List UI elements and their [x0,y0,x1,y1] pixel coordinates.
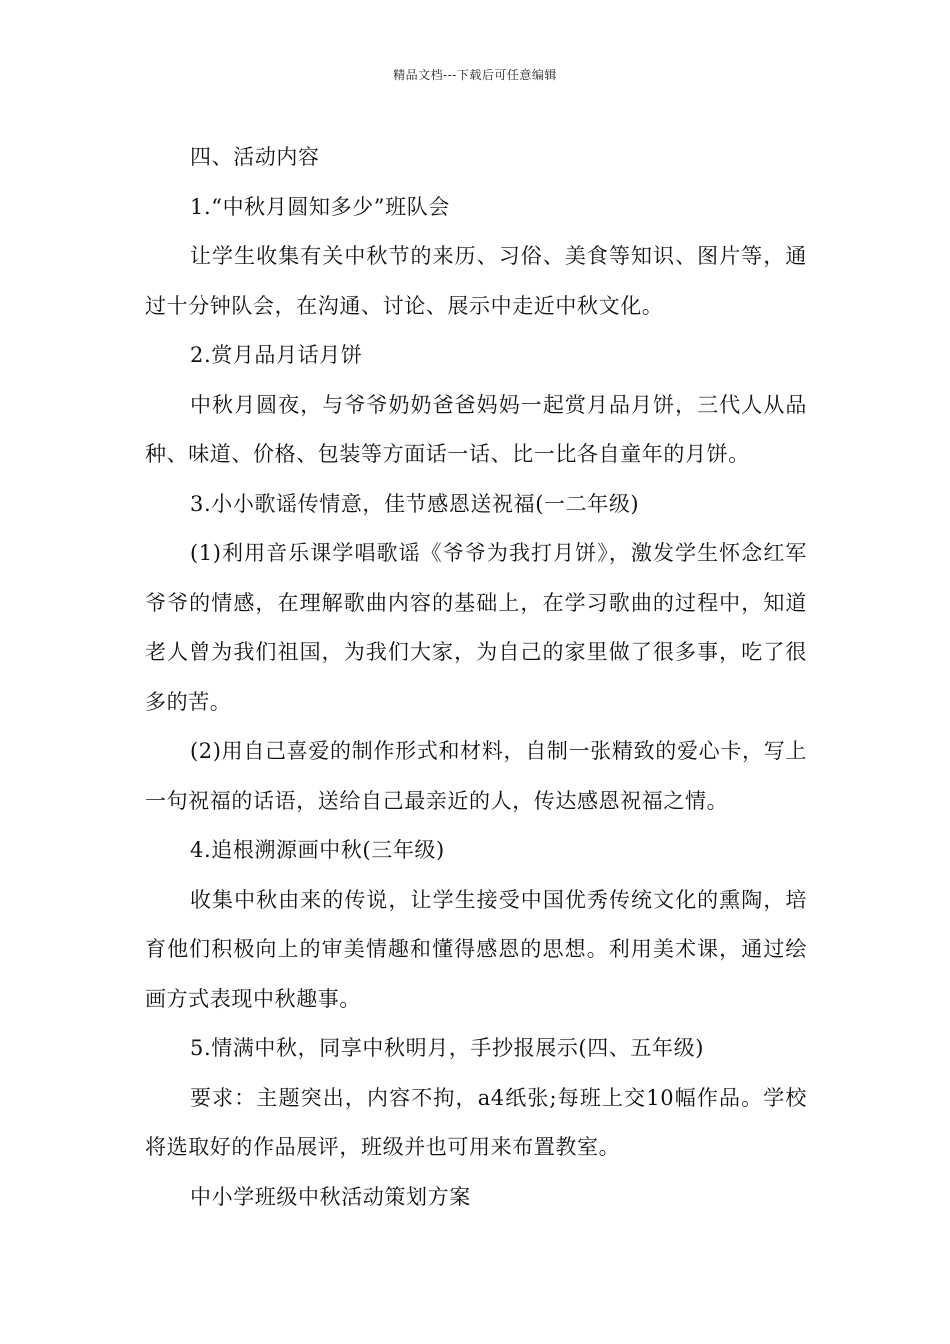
document-body [145,133,807,1222]
item-heading-3: 3.小小歌谣传情意，佳节感恩送祝福(一二年级) [190,491,640,516]
item-heading-1: 1.“中秋月圆知多少”班队会 [190,194,450,219]
item-heading-5: 5.情满中秋，同享中秋明月，手抄报展示(四、五年级) [190,1036,705,1060]
item-body-1: 让学生收集有关中秋节的来历、习俗、美食等知识、图片等，通过十分钟队会，在沟通、讨论、展示中走近中秋文化。 [145,244,807,318]
item-heading-4: 4.追根溯源画中秋(三年级) [190,838,445,862]
item-body-3-1: (1)利用音乐课学唱歌谣《爷爷为我打月饼》，激发学生怀念红军爷爷的情感，在理解歌曲内容的基础上，在学习歌曲的过程中，知道老人曾为我们祖国，为我们大家，为自己的家里做了很多事，吃了很多的苦。 [145,541,807,714]
item-body-2: 中秋月圆夜，与爷爷奶奶爸爸妈妈一起赏月品月饼，三代人从品种、味道、价格、包装等方面话一话、比一比各自童年的月饼。 [145,392,807,466]
item-body-5: 要求：主题突出，内容不拘，a4纸张;每班上交10幅作品。学校将选取好的作品展评，班级并也可用来布置教室。 [145,1085,807,1159]
page-header: 精品文档---下载后可任意编辑 [393,68,557,82]
item-body-3-2: (2)用自己喜爱的制作形式和材料，自制一张精致的爱心卡，写上一句祝福的话语，送给自己最亲近的人，传达感恩祝福之情。 [145,739,807,813]
item-body-4: 收集中秋由来的传说，让学生接受中国优秀传统文化的熏陶，培育他们积极向上的审美情趣和懂得感恩的思想。利用美术课，通过绘画方式表现中秋趣事。 [145,887,807,1011]
next-section-title: 中小学班级中秋活动策划方案 [190,1184,471,1209]
item-heading-2: 2.赏月品月话月饼 [190,343,363,367]
section-heading: 四、活动内容 [190,145,320,169]
